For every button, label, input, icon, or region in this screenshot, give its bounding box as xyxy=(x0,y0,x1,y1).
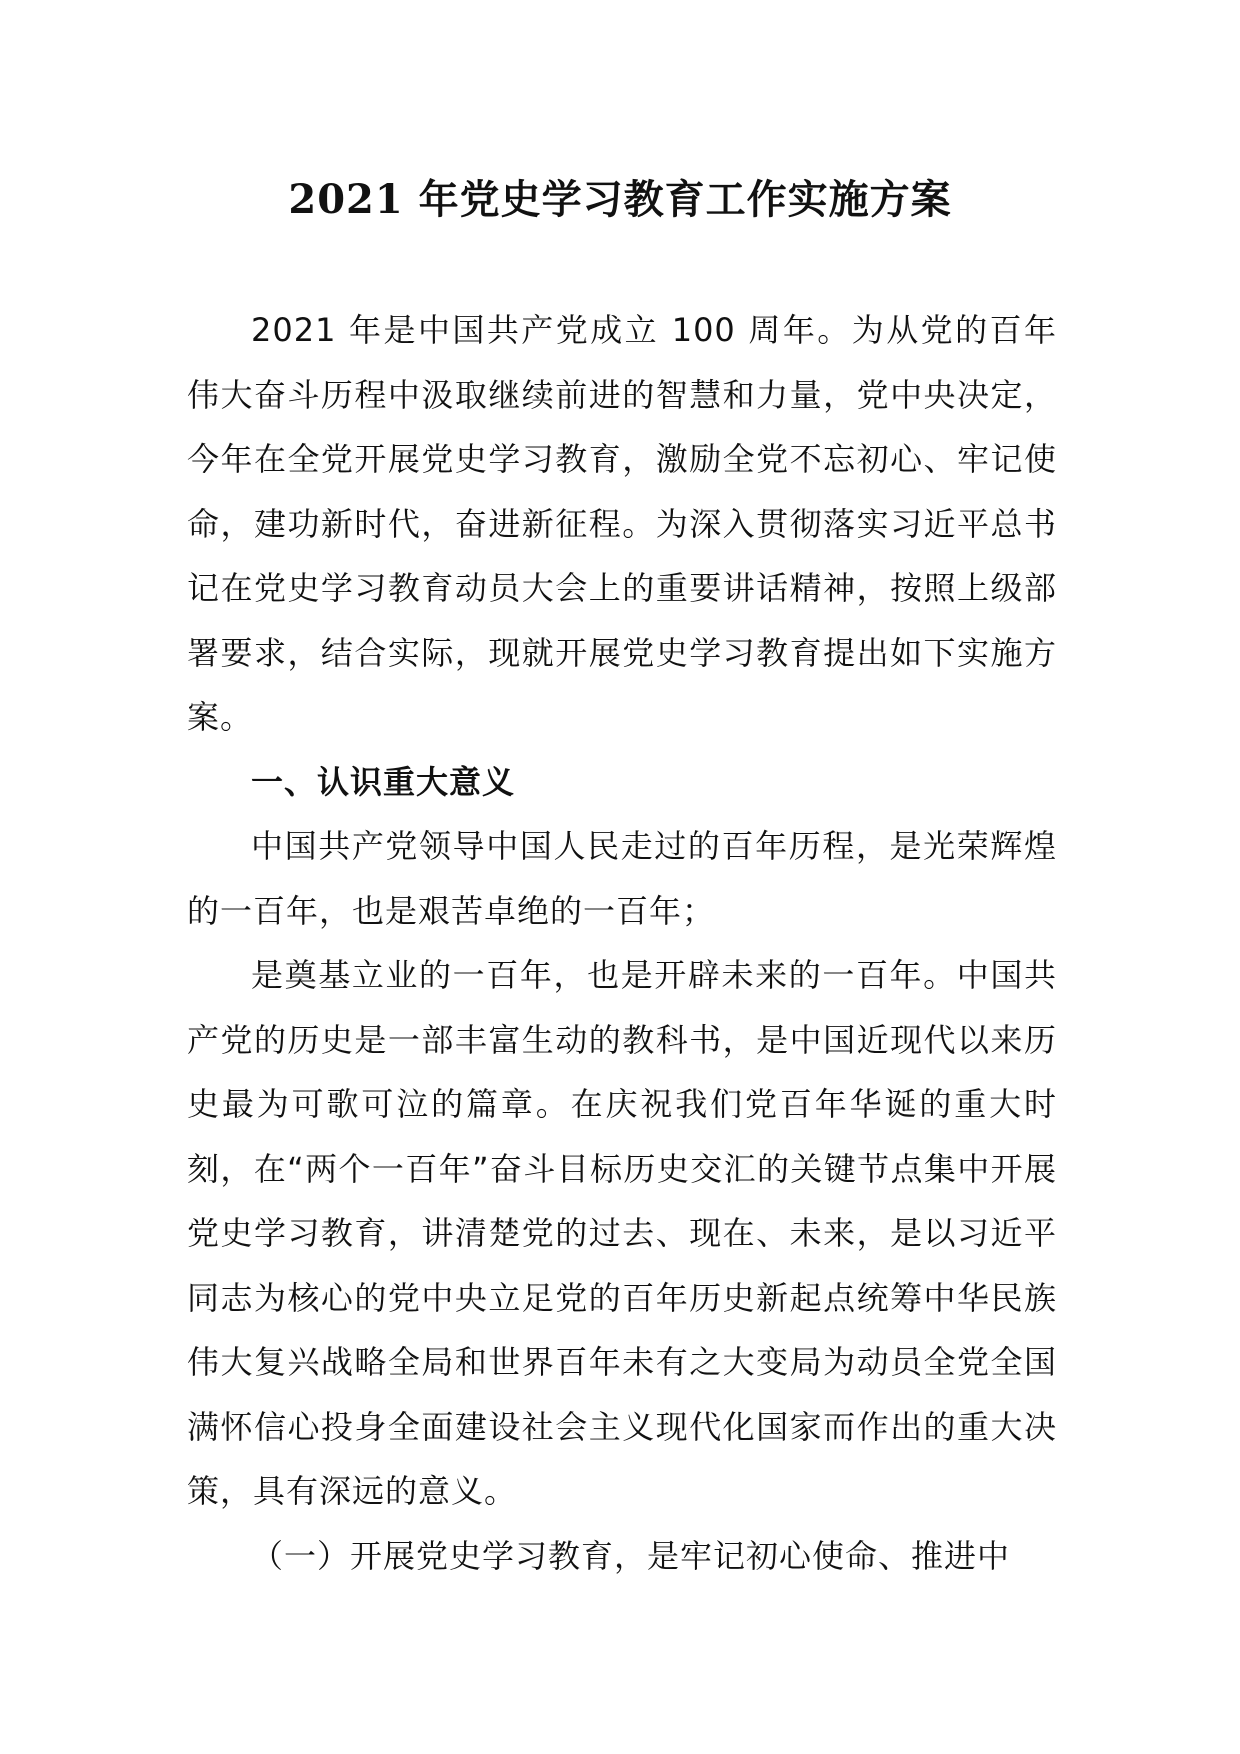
document-title: 2021 年党史学习教育工作实施方案 xyxy=(288,176,952,223)
intro-paragraph: 2021 年是中国共产党成立 100 周年。为从党的百年伟大奋斗历程中汲取继续前进的智慧和力量，党中央决定，今年在全党开展党史学习教育，激励全党不忘初心、牢记使命，建功新时代，奋进新征程。为深入贯彻落实习近平总书记在党史学习教育动员大会上的重要讲话精神，按照上级部署要求，结合实际，现就开展党史学习教育提出如下实施方案。 xyxy=(187,311,1057,736)
paragraph-3: （一）开展党史学习教育，是牢记初心使命、推进中 xyxy=(251,1536,1011,1575)
section-heading: 一、认识重大意义 xyxy=(251,762,516,801)
paragraph-2: 是奠基立业的一百年，也是开辟未来的一百年。中国共产党的历史是一部丰富生动的教科书，是中国近现代以来历史最为可歌可泣的篇章。在庆祝我们党百年华诞的重大时刻，在“两个一百年”奋斗目标历史交汇的关键节点集中开展党史学习教育，讲清楚党的过去、现在、未来，是以习近平同志为核心的党中央立足党的百年历史新起点统筹中华民族伟大复兴战略全局和世界百年未有之大变局为动员全党全国满怀信心投身全面建设社会主义现代化国家而作出的重大决策，具有深远的意义。 xyxy=(187,956,1057,1510)
paragraph-1: 中国共产党领导中国人民走过的百年历程，是光荣辉煌的一百年，也是艰苦卓绝的一百年； xyxy=(187,827,1057,930)
document-body xyxy=(187,298,1057,1588)
